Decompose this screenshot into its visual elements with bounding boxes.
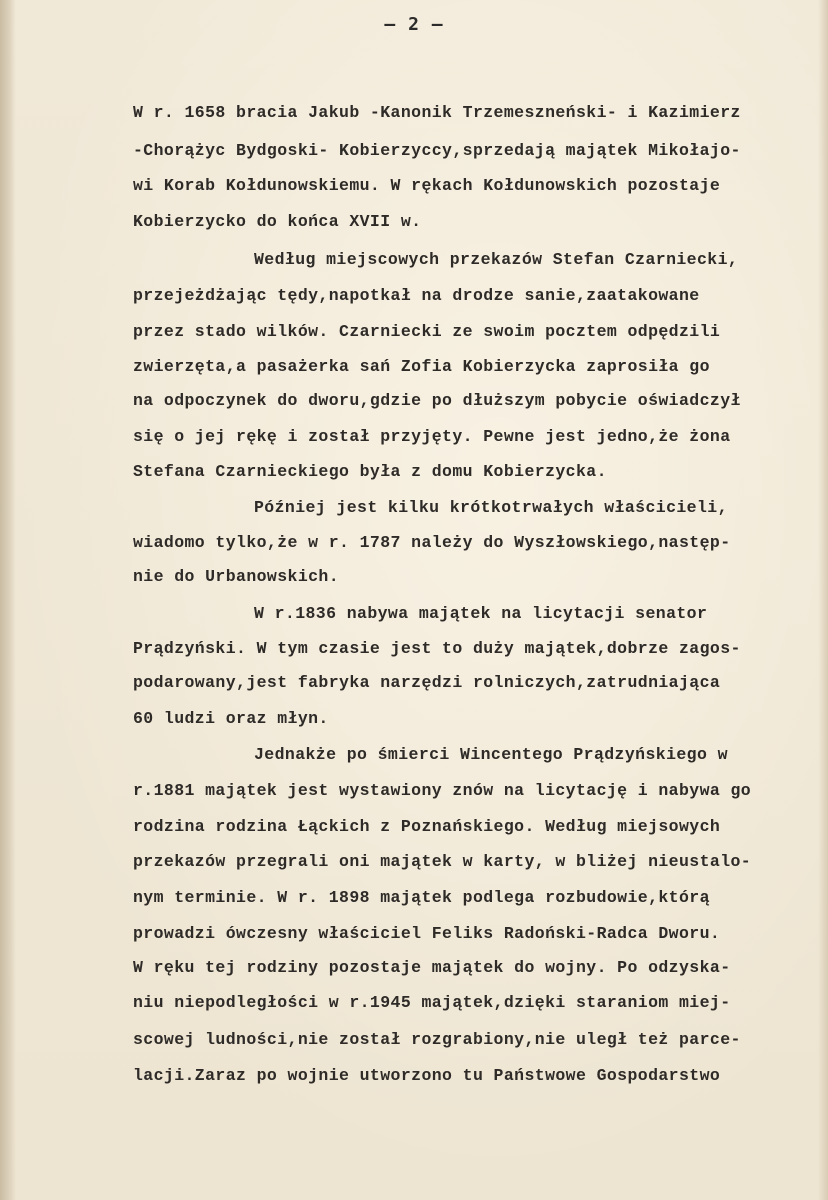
text-line: prowadzi ówczesny właściciel Feliks Radoński-Radca Dworu.: [133, 924, 721, 943]
text-line: przejeżdżając tędy,napotkał na drodze sanie,zaatakowane: [133, 286, 700, 305]
text-line: Prądzyński. W tym czasie jest to duży majątek,dobrze zagos-: [133, 639, 741, 658]
text-line: zwierzęta,a pasażerka sań Zofia Kobierzycka zaprosiła go: [133, 357, 710, 376]
text-line: wiadomo tylko,że w r. 1787 należy do Wyszłowskiego,następ-: [133, 533, 731, 552]
text-line: Kobierzycko do końca XVII w.: [133, 212, 422, 231]
text-line: nie do Urbanowskich.: [133, 567, 340, 586]
text-line: niu niepodległości w r.1945 majątek,dzięki staraniom miej-: [133, 993, 731, 1012]
page-number: — 2 —: [384, 14, 444, 35]
text-line: nym terminie. W r. 1898 majątek podlega rozbudowie,którą: [133, 888, 710, 907]
text-line: W r. 1658 bracia Jakub -Kanonik Trzemeszneński- i Kazimierz: [133, 103, 741, 122]
text-line: W r.1836 nabywa majątek na licytacji senator: [254, 604, 708, 623]
page-right-edge-shadow: [818, 0, 828, 1200]
text-line: lacji.Zaraz po wojnie utworzono tu Państwowe Gospodarstwo: [133, 1066, 721, 1085]
text-line: na odpoczynek do dworu,gdzie po dłuższym pobycie oświadczył: [133, 391, 741, 410]
text-line: Jednakże po śmierci Wincentego Prądzyńskiego w: [254, 745, 728, 764]
text-line: r.1881 majątek jest wystawiony znów na licytację i nabywa go: [133, 781, 752, 800]
text-line: -Chorążyc Bydgoski- Kobierzyccy,sprzedają majątek Mikołajo-: [133, 141, 741, 160]
text-line: rodzina rodzina Łąckich z Poznańskiego. Według miejsowych: [133, 817, 721, 836]
text-line: Stefana Czarnieckiego była z domu Kobierzycka.: [133, 462, 607, 481]
page-left-edge-shadow: [0, 0, 16, 1200]
text-line: Według miejscowych przekazów Stefan Czarniecki,: [254, 250, 739, 269]
text-line: 60 ludzi oraz młyn.: [133, 709, 329, 728]
text-line: się o jej rękę i został przyjęty. Pewne jest jedno,że żona: [133, 427, 731, 446]
text-line: podarowany,jest fabryka narzędzi rolniczych,zatrudniająca: [133, 673, 721, 692]
text-line: W ręku tej rodziny pozostaje majątek do wojny. Po odzyska-: [133, 958, 731, 977]
text-line: przekazów przegrali oni majątek w karty, w bliżej nieustalo-: [133, 852, 752, 871]
text-line: wi Korab Kołdunowskiemu. W rękach Kołdunowskich pozostaje: [133, 176, 721, 195]
text-line: Później jest kilku krótkotrwałych właścicieli,: [254, 498, 728, 517]
text-line: przez stado wilków. Czarniecki ze swoim pocztem odpędzili: [133, 322, 721, 341]
text-line: scowej ludności,nie został rozgrabiony,nie uległ też parce-: [133, 1030, 741, 1049]
